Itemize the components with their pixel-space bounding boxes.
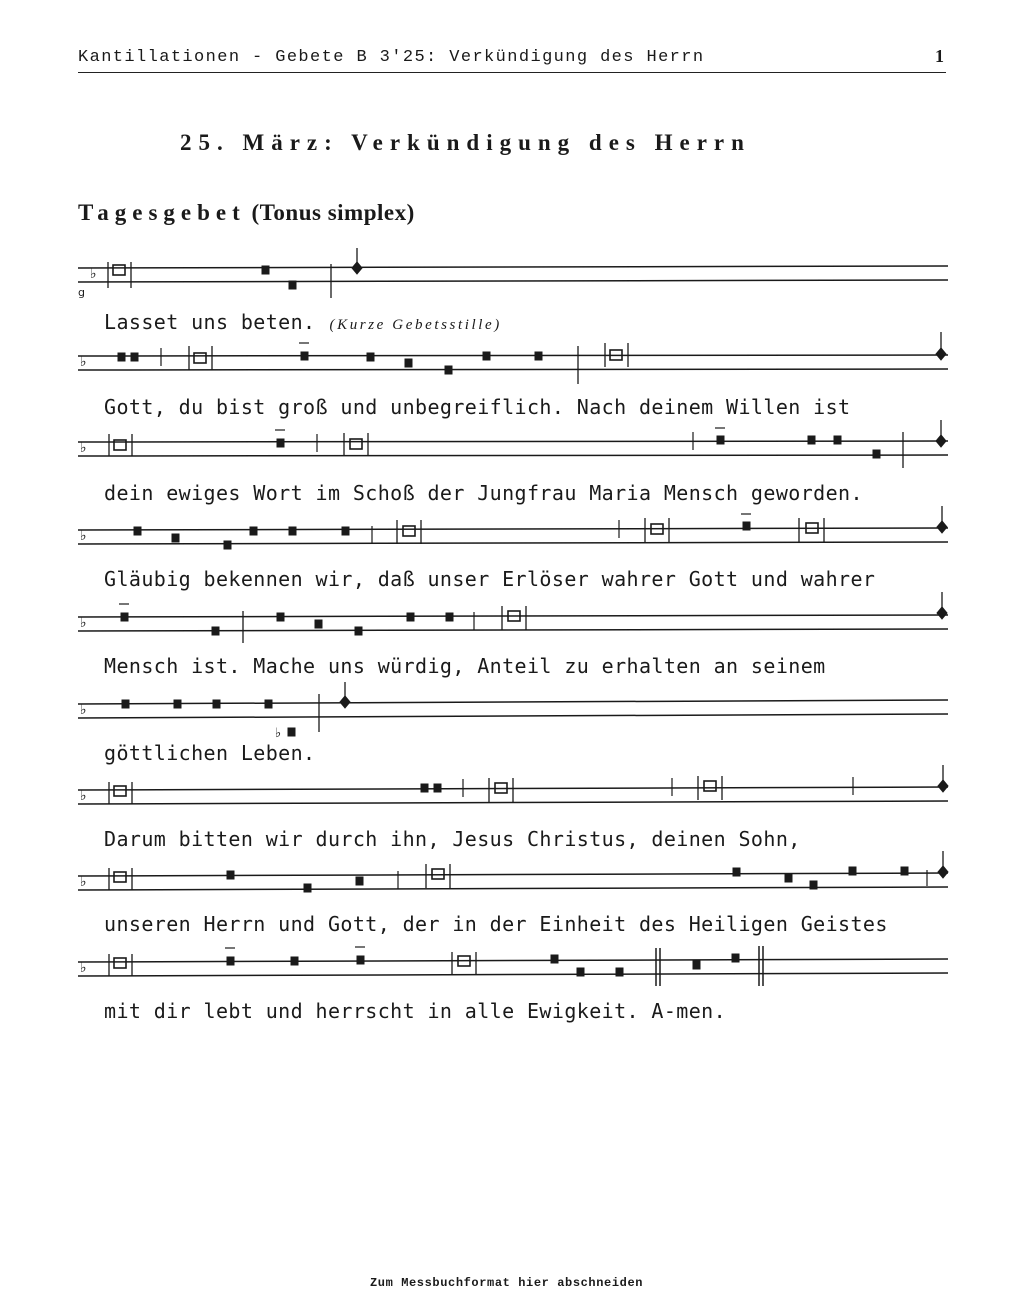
note	[289, 527, 296, 535]
recitation-note	[113, 265, 125, 275]
note	[733, 868, 740, 876]
note	[873, 450, 880, 458]
clef-sign: g	[78, 286, 85, 299]
flat-sign: ♭	[80, 702, 87, 718]
lyric-line: Mensch ist. Mache uns würdig, Anteil zu erhalten an seinem	[104, 654, 826, 678]
note	[356, 877, 363, 885]
note	[551, 955, 558, 963]
note	[213, 700, 220, 708]
note	[616, 968, 623, 976]
note	[315, 620, 322, 628]
flat-sign: ♭	[80, 354, 87, 370]
recitation-note	[114, 786, 126, 796]
final-note	[352, 262, 362, 274]
staff-1	[78, 332, 948, 384]
section-title: Tagesgebet	[78, 200, 246, 225]
flat-sign: ♭	[80, 440, 87, 456]
flat-sign: ♭	[80, 615, 87, 631]
rubric-note: (Kurze Gebetsstille)	[329, 317, 502, 333]
lyric-line: dein ewiges Wort im Schoß der Jungfrau Maria Mensch geworden.	[104, 481, 863, 505]
note	[577, 968, 584, 976]
note	[405, 359, 412, 367]
final-note	[938, 780, 948, 792]
note	[732, 954, 739, 962]
recitation-note	[194, 353, 206, 363]
note	[224, 541, 231, 549]
note	[131, 353, 138, 361]
note	[118, 353, 125, 361]
flat-sign: ♭	[80, 788, 87, 804]
flat-sign: ♭	[275, 726, 282, 741]
note	[446, 613, 453, 621]
staff-4	[78, 592, 948, 643]
note	[834, 436, 841, 444]
note	[265, 700, 272, 708]
lyric-line: Darum bitten wir durch ihn, Jesus Christus, deinen Sohn,	[104, 827, 801, 851]
recitation-note	[403, 526, 415, 536]
staff-0	[78, 248, 948, 299]
lyric-text: Lasset uns beten.	[104, 310, 316, 334]
staff-6	[78, 765, 948, 804]
final-note	[936, 348, 946, 360]
note	[785, 874, 792, 882]
cut-line-note: Zum Messbuchformat hier abschneiden	[370, 1276, 644, 1290]
note	[277, 439, 284, 447]
note	[355, 627, 362, 635]
note	[291, 957, 298, 965]
note	[445, 366, 452, 374]
note	[849, 867, 856, 875]
note	[483, 352, 490, 360]
note	[174, 700, 181, 708]
note	[743, 522, 750, 530]
lyric-line: Gläubig bekennen wir, daß unser Erlöser wahrer Gott und wahrer	[104, 567, 876, 591]
note	[122, 700, 129, 708]
staff-2	[78, 420, 948, 468]
note	[407, 613, 414, 621]
note	[357, 956, 364, 964]
section-subtitle: (Tonus simplex)	[251, 200, 415, 225]
note	[693, 961, 700, 969]
note	[250, 527, 257, 535]
note	[367, 353, 374, 361]
note	[301, 352, 308, 360]
flat-sign: ♭	[80, 874, 87, 890]
note	[434, 784, 441, 792]
note	[227, 871, 234, 879]
lyric-line: unseren Herrn und Gott, der in der Einheit des Heiligen Geistes	[104, 912, 888, 936]
note	[304, 884, 311, 892]
page-title: 25. März: Verkündigung des Herrn	[180, 130, 751, 155]
note	[277, 613, 284, 621]
recitation-note	[704, 781, 716, 791]
lyric-line: mit dir lebt und herrscht in alle Ewigkeit. A-men.	[104, 999, 727, 1023]
note	[289, 281, 296, 289]
note	[901, 867, 908, 875]
recitation-note	[114, 872, 126, 882]
note	[810, 881, 817, 889]
note	[717, 436, 724, 444]
note	[808, 436, 815, 444]
running-title: Kantillationen - Gebete B 3'25: Verkündigung des Herrn	[78, 48, 705, 67]
lyric-line: Gott, du bist groß und unbegreiflich. Nach deinem Willen ist	[104, 395, 851, 419]
note	[134, 527, 141, 535]
note	[288, 728, 295, 736]
flat-sign: ♭	[90, 266, 97, 282]
lyric-line	[104, 310, 502, 334]
recitation-note	[114, 958, 126, 968]
staff-8	[78, 946, 948, 986]
staff-7	[78, 851, 948, 892]
final-note	[936, 435, 946, 447]
flat-sign: ♭	[80, 528, 87, 544]
lyric-line: göttlichen Leben.	[104, 741, 316, 765]
staff-5	[78, 682, 948, 741]
note	[535, 352, 542, 360]
final-note	[937, 521, 947, 533]
page-number: 1	[935, 46, 944, 66]
note	[121, 613, 128, 621]
note	[212, 627, 219, 635]
recitation-note	[350, 439, 362, 449]
note	[342, 527, 349, 535]
note	[172, 534, 179, 542]
final-note	[340, 696, 350, 708]
final-note	[938, 866, 948, 878]
flat-sign: ♭	[80, 960, 87, 976]
note	[421, 784, 428, 792]
staff-3	[78, 506, 948, 549]
final-note	[937, 607, 947, 619]
note	[262, 266, 269, 274]
note	[227, 957, 234, 965]
